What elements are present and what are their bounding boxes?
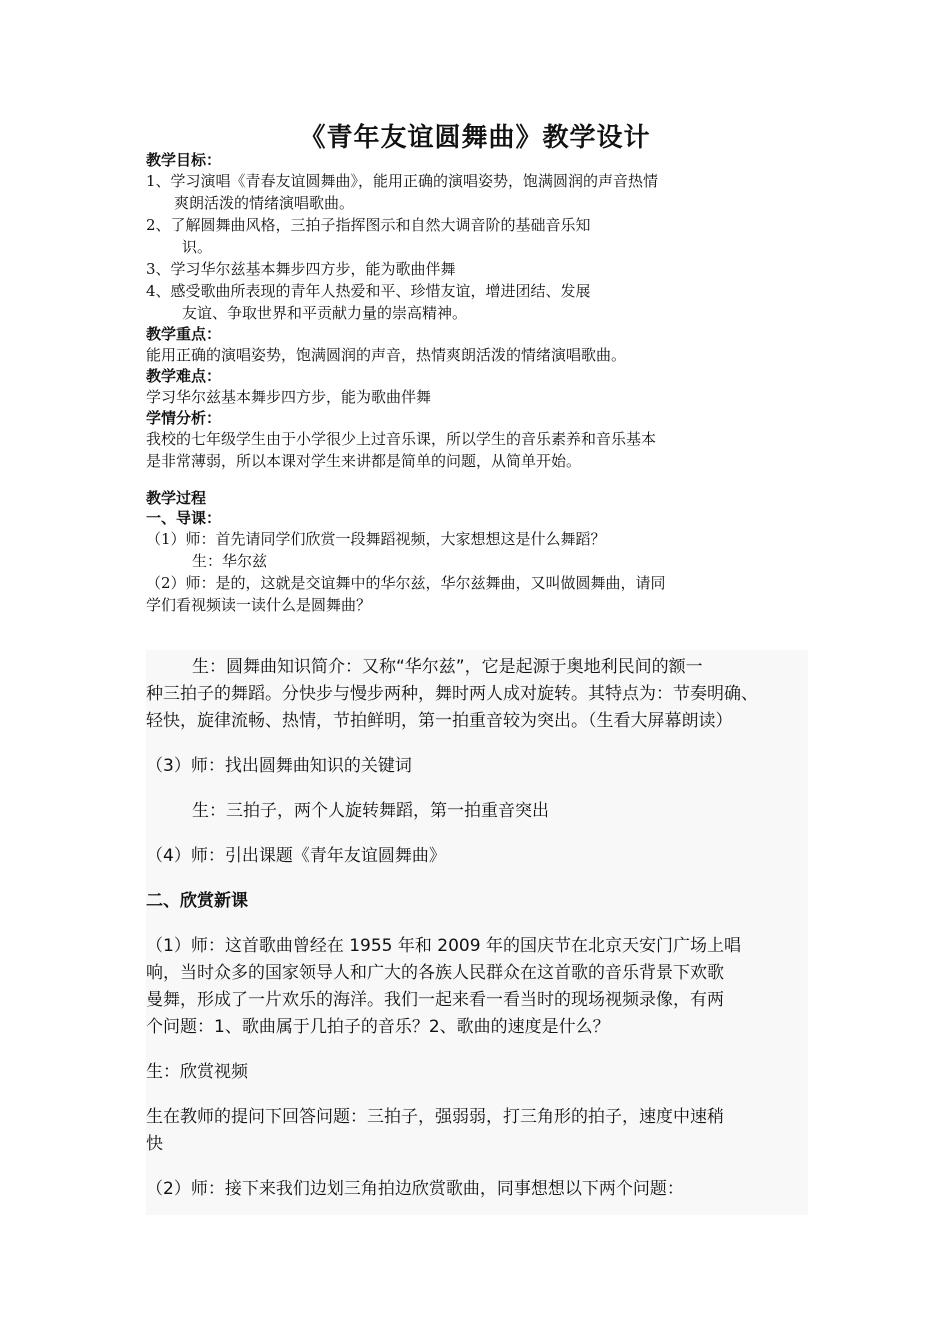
student-answer xyxy=(146,1104,816,1158)
objectives-heading: 教学目标： xyxy=(146,151,222,169)
question-3: （3）师：找出圆舞曲知识的关键词 xyxy=(146,756,412,776)
part2-paragraph-1-line-3: 曼舞，形成了一片欢乐的海洋。我们一起来看一看当时的现场视频录像，有两 xyxy=(146,990,724,1010)
difficulties-heading: 教学难点： xyxy=(146,367,222,385)
part2-paragraph-1-line-2: 响，当时众多的国家领导人和广大的各族人民群众在这首歌的音乐背景下欢歌 xyxy=(146,963,724,983)
objective-item-4-cont: 友谊、争取世界和平贡献力量的崇高精神。 xyxy=(182,304,468,322)
process-heading: 教学过程 xyxy=(146,489,207,507)
analysis-line-2: 是非常薄弱，所以本课对学生来讲都是简单的问题，从简单开始。 xyxy=(146,452,582,470)
waltz-intro-line-1: 生：圆舞曲知识简介：又称“华尔兹”，它是起源于奥地利民间的额一 xyxy=(192,657,703,677)
process-continued xyxy=(146,654,816,1221)
objective-item-4: 4、感受歌曲所表现的青年人热爱和平、珍惜友谊，增进团结、发展 xyxy=(146,282,591,300)
analysis-line-1: 我校的七年级学生由于小学很少上过音乐课，所以学生的音乐素养和音乐基本 xyxy=(146,430,657,448)
waltz-intro xyxy=(146,654,816,735)
objective-item-3: 3、学习华尔兹基本舞步四方步，能为歌曲伴舞 xyxy=(146,260,456,278)
part1-heading: 一、导课： xyxy=(146,509,222,527)
objective-item-2-cont: 识。 xyxy=(182,238,213,256)
objective-item-1-cont: 爽朗活泼的情绪演唱歌曲。 xyxy=(174,194,355,212)
part2-paragraph-1-line-4: 个问题：1、歌曲属于几拍子的音乐？2、歌曲的速度是什么？ xyxy=(146,1017,610,1037)
objective-item-1: 1、学习演唱《青春友谊圆舞曲》，能用正确的演唱姿势，饱满圆润的声音热情 xyxy=(146,172,659,190)
question-2-cont: 学们看视频读一读什么是圆舞曲？ xyxy=(146,596,372,614)
question-1: （1）师：首先请同学们欣赏一段舞蹈视频，大家想想这是什么舞蹈？ xyxy=(146,530,606,548)
key-points-heading: 教学重点： xyxy=(146,325,222,343)
question-2: （2）师：是的，这就是交谊舞中的华尔兹，华尔兹舞曲，又叫做圆舞曲，请同 xyxy=(146,574,666,592)
answer-3: 生：三拍子，两个人旋转舞蹈，第一拍重音突出 xyxy=(192,801,549,821)
page-title: 《青年友谊圆舞曲》教学设计 xyxy=(299,123,651,153)
key-points-text: 能用正确的演唱姿势，饱满圆润的声音，热情爽朗活泼的情绪演唱歌曲。 xyxy=(146,346,627,364)
part2-paragraph-1 xyxy=(146,933,816,1041)
student-watch: 生：欣赏视频 xyxy=(146,1062,248,1082)
part2-paragraph-2: （2）师：接下来我们边划三角拍边欣赏歌曲，同事想想以下两个问题： xyxy=(146,1179,684,1199)
waltz-intro-line-3: 轻快，旋律流畅、热情，节拍鲜明，第一拍重音较为突出。（生看大屏幕朗读） xyxy=(146,711,733,731)
student-answer-line-1: 生在教师的提问下回答问题：三拍子，强弱弱，打三角形的拍子，速度中速稍 xyxy=(146,1107,724,1127)
part2-paragraph-1-line-1: （1）师：这首歌曲曾经在 1955 年和 2009 年的国庆节在北京天安门广场上唱 xyxy=(146,936,741,956)
document-body xyxy=(146,150,816,616)
part2-heading: 二、欣赏新课 xyxy=(146,891,248,911)
waltz-intro-line-2: 种三拍子的舞蹈。分快步与慢步两种，舞时两人成对旋转。其特点为：节奏明确、 xyxy=(146,684,758,704)
question-4: （4）师：引出课题《青年友谊圆舞曲》 xyxy=(146,846,446,866)
objective-item-2: 2、了解圆舞曲风格，三拍子指挥图示和自然大调音阶的基础音乐知 xyxy=(146,216,591,234)
student-answer-line-2: 快 xyxy=(146,1134,163,1154)
analysis-heading: 学情分析： xyxy=(146,409,222,427)
answer-1: 生：华尔兹 xyxy=(192,552,268,570)
difficulties-text: 学习华尔兹基本舞步四方步，能为歌曲伴舞 xyxy=(146,388,432,406)
